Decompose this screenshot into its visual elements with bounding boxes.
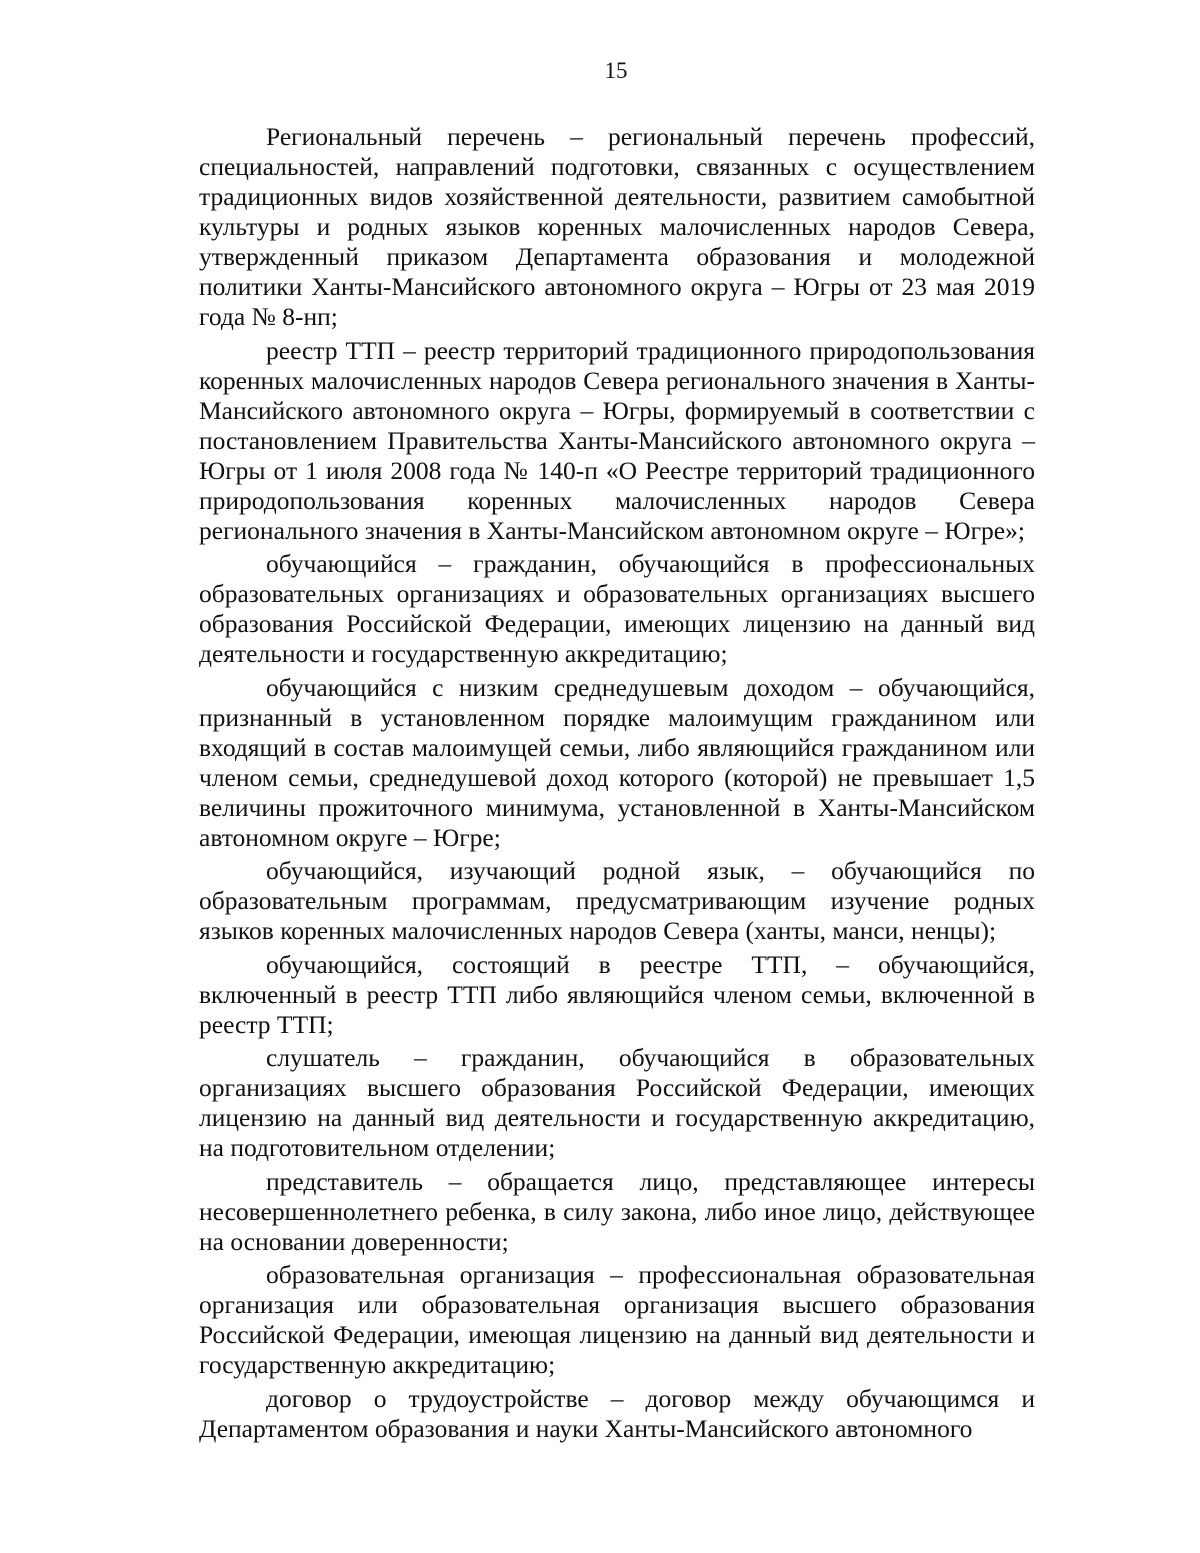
paragraph-low-income-student: обучающийся с низким среднедушевым доходом – обучающийся, признанный в установленном порядке малоимущим гражданином или входящий в состав малоимущей семьи, либо являющийся гражданином или членом семьи, среднедушевой доход которого (которой) не превышает 1,5 величины прожиточного минимума, установленной в Ханты-Мансийском автономном округе – Югре; xyxy=(199,672,1035,852)
paragraph-native-language-student: обучающийся, изучающий родной язык, – обучающийся по образовательным программам, предусматривающим изучение родных языков коренных малочисленных народов Севера (ханты, манси, ненцы); xyxy=(199,856,1035,945)
paragraph-listener: слушатель – гражданин, обучающийся в образовательных организациях высшего образования Российской Федерации, имеющих лицензию на данный вид деятельности и государственную аккредитацию, на подготовительном отделении; xyxy=(199,1043,1035,1162)
paragraph-student: обучающийся – гражданин, обучающийся в профессиональных образовательных организациях и образовательных организациях высшего образования Российской Федерации, имеющих лицензию на данный вид деятельности и государственную аккредитацию; xyxy=(199,549,1035,668)
document-body xyxy=(199,122,1035,1447)
page-number: 15 xyxy=(604,58,628,83)
paragraph-educational-organization: образовательная организация – профессиональная образовательная организация или образовательная организация высшего образования Российской Федерации, имеющая лицензию на данный вид деятельности и государственную аккредитацию; xyxy=(199,1260,1035,1379)
paragraph-regional-list: Региональный перечень – региональный перечень профессий, специальностей, направлений подготовки, связанных с осуществлением традиционных видов хозяйственной деятельности, развитием самобытной культуры и родных языков коренных малочисленных народов Севера, утвержденный приказом Департамента образования и молодежной политики Ханты-Мансийского автономного округа – Югры от 23 мая 2019 года № 8-нп; xyxy=(199,122,1035,331)
paragraph-employment-contract: договор о трудоустройстве – договор между обучающимся и Департаментом образования и науки Ханты-Мансийского автономного xyxy=(199,1383,1035,1443)
paragraph-ttp-registry: реестр ТТП – реестр территорий традиционного природопользования коренных малочисленных народов Севера регионального значения в Ханты-Мансийского автономного округа – Югры, формируемый в соответствии с постановлением Правительства Ханты-Мансийского автономного округа – Югры от 1 июля 2008 года № 140-п «О Реестре территорий традиционного природопользования коренных малочисленных народов Севера регионального значения в Ханты-Мансийском автономном округе – Югре»; xyxy=(199,335,1035,545)
paragraph-representative: представитель – обращается лицо, представляющее интересы несовершеннолетнего ребенка, в силу закона, либо иное лицо, действующее на основании доверенности; xyxy=(199,1166,1035,1256)
paragraph-ttp-registered-student: обучающийся, состоящий в реестре ТТП, – обучающийся, включенный в реестр ТТП либо являющийся членом семьи, включенной в реестр ТТП; xyxy=(199,949,1035,1039)
